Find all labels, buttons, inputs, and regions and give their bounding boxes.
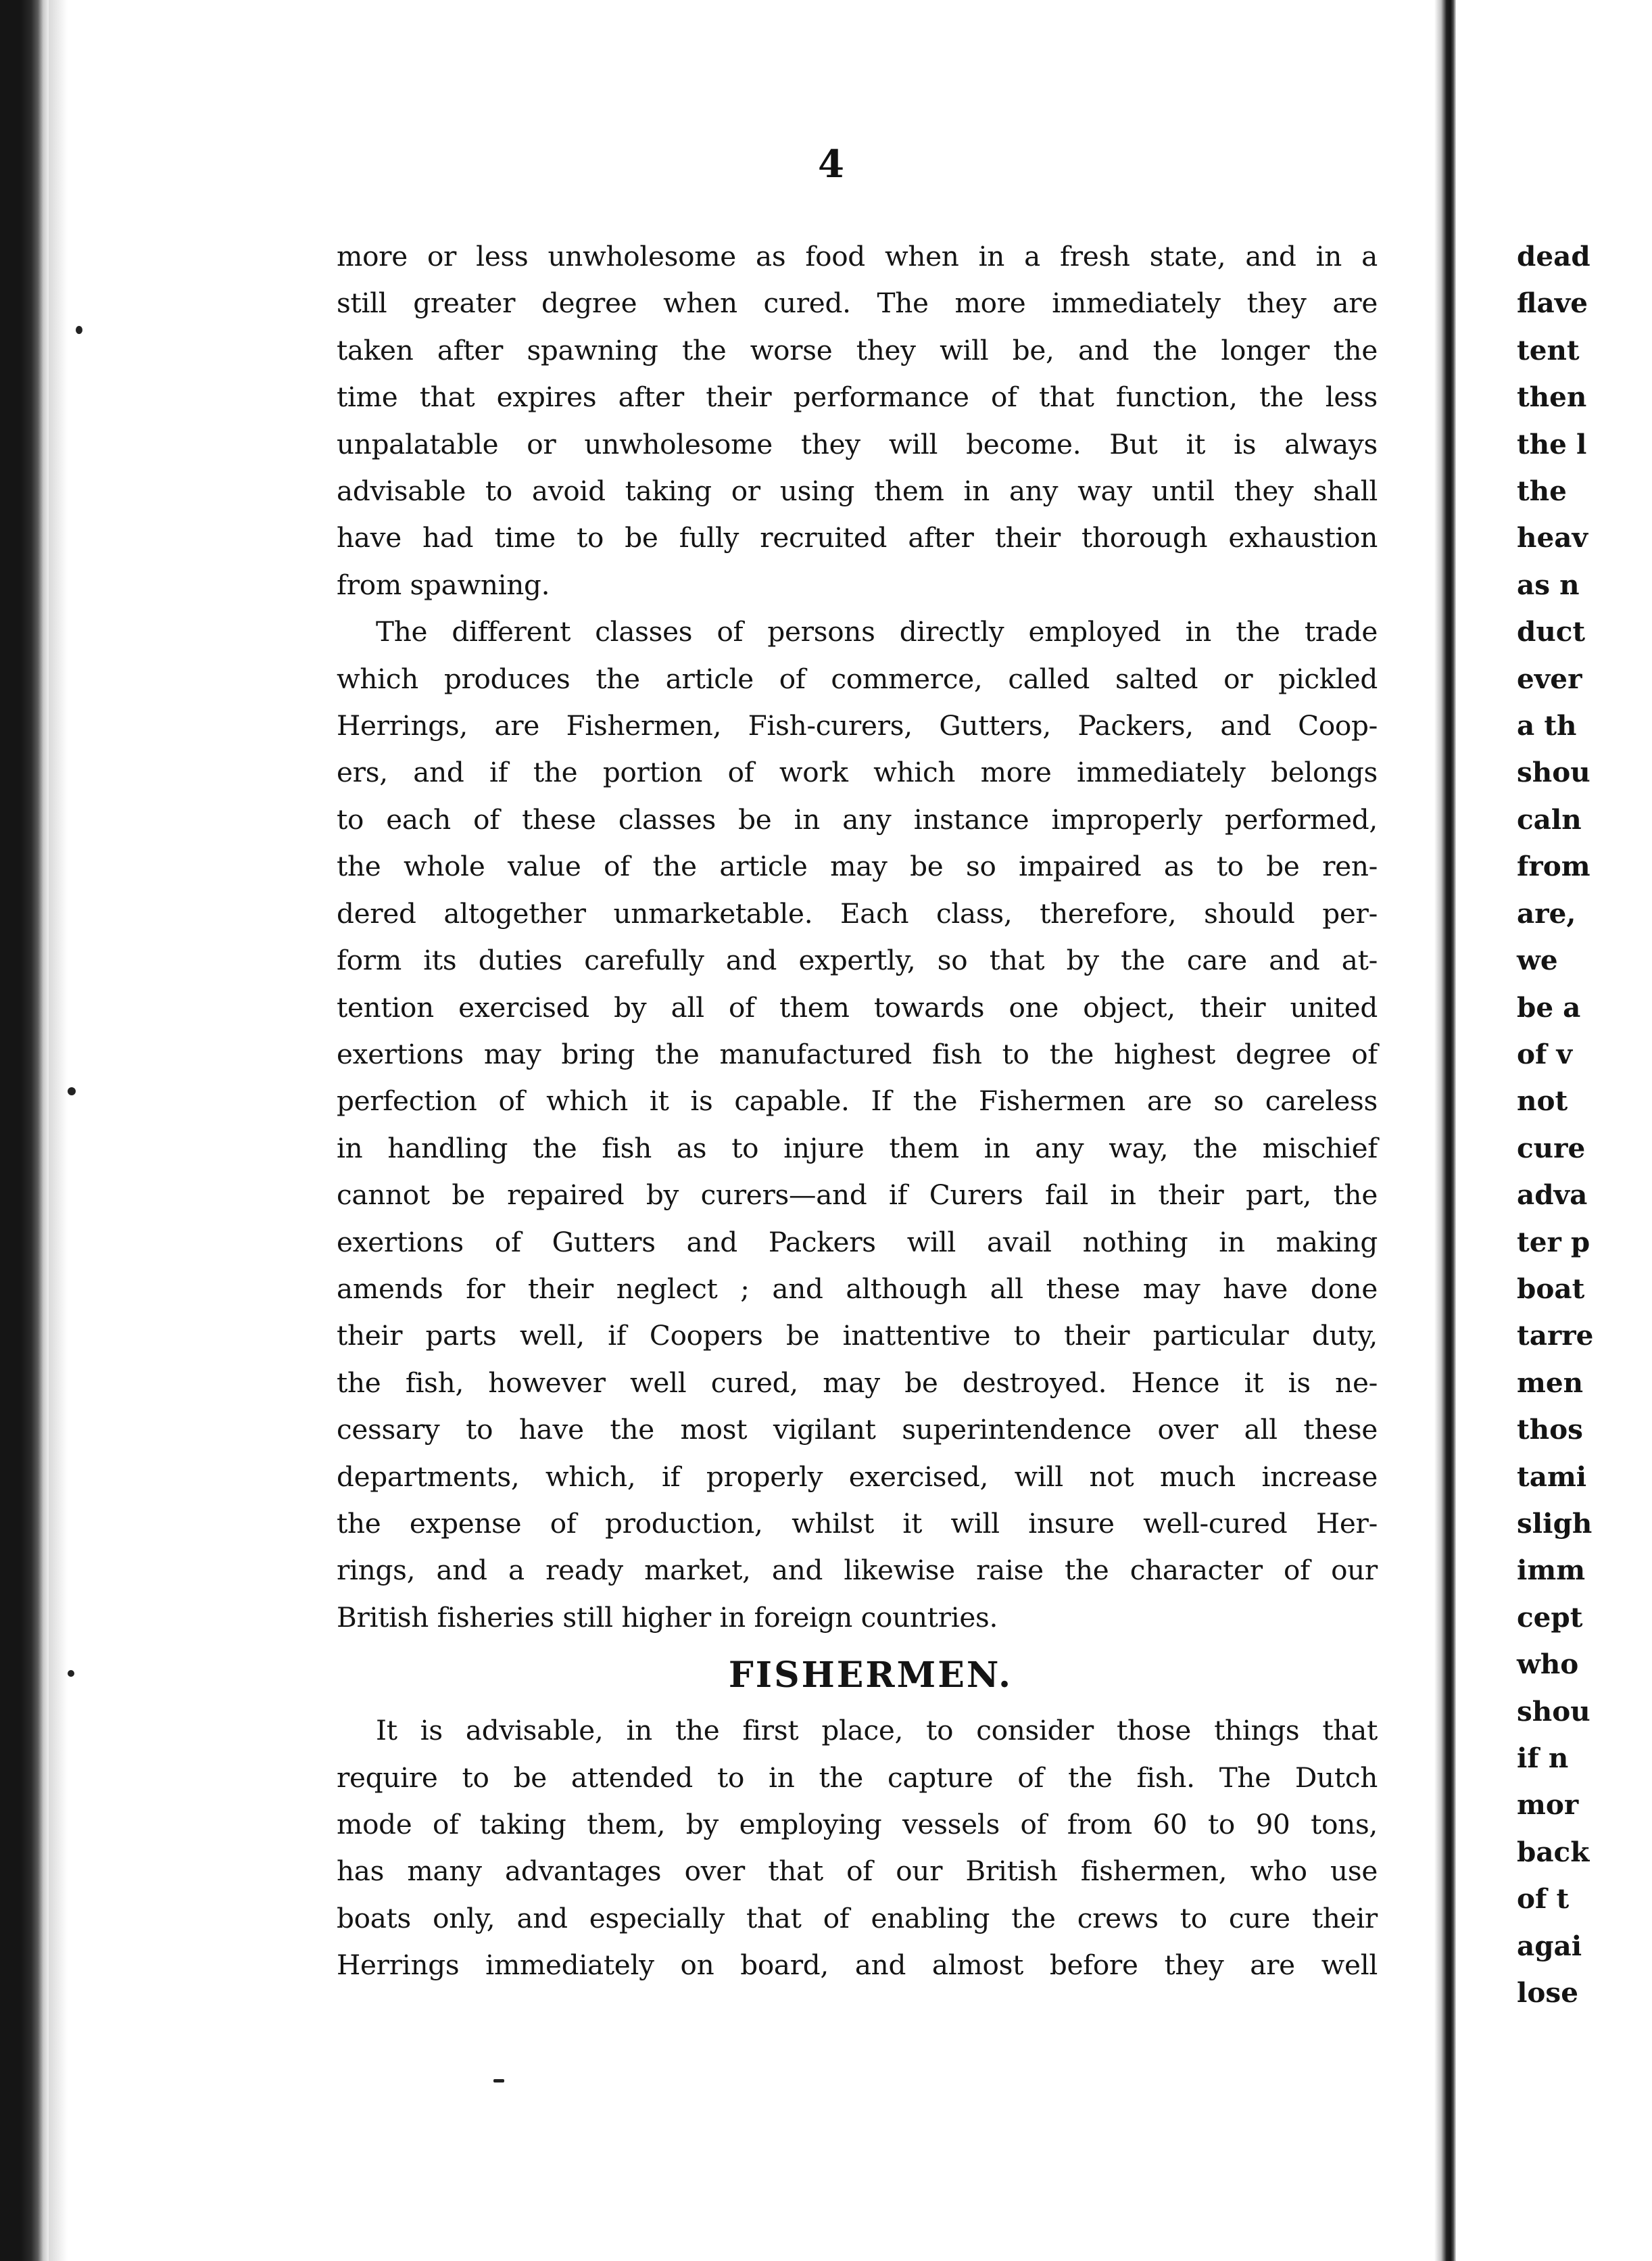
facing-page-fragment: are, <box>1517 897 1576 930</box>
text-line: in handling the fish as to injure them in any way, the mischief <box>337 1131 1378 1164</box>
facing-page-fragment: not <box>1517 1085 1568 1118</box>
text-line: unpalatable or unwholesome they will become. But it is always <box>337 427 1378 460</box>
facing-page-fragment: heav <box>1517 521 1588 554</box>
facing-page-fragment: tent <box>1517 333 1580 366</box>
facing-page-fragment: men <box>1517 1366 1584 1399</box>
facing-page-fragment: adva <box>1517 1179 1588 1212</box>
facing-page-fragment: of v <box>1517 1037 1573 1070</box>
text-line: require to be attended to in the capture of the fish. The Dutch <box>337 1761 1378 1794</box>
facing-page-fragment: lose <box>1517 1976 1578 2009</box>
facing-page-fragment: imm <box>1517 1554 1586 1587</box>
facing-page-fragment: shou <box>1517 1694 1590 1728</box>
facing-page-fragment: tami <box>1517 1460 1587 1493</box>
facing-page-fragment: we <box>1517 944 1558 977</box>
facing-page-fragment: thos <box>1517 1413 1583 1446</box>
body-text <box>337 233 1378 1989</box>
scan-speck <box>76 326 82 334</box>
scan-speck <box>68 1670 74 1677</box>
text-line: departments, which, if properly exercised, will not much increase <box>337 1460 1378 1493</box>
facing-page-fragment: cept <box>1517 1600 1583 1634</box>
facing-page-fragment: a th <box>1517 709 1577 742</box>
text-line: has many advantages over that of our British fishermen, who use <box>337 1855 1378 1888</box>
facing-page-fragment: who <box>1517 1648 1579 1681</box>
facing-page-fragment: boat <box>1517 1272 1585 1305</box>
text-line: exertions of Gutters and Packers will avail nothing in making <box>337 1225 1378 1258</box>
text-line: taken after spawning the worse they will be, and the longer the <box>337 333 1378 366</box>
paragraph-start-line: It is advisable, in the first place, to consider those things that <box>376 1714 1378 1747</box>
facing-page-fragment: caln <box>1517 803 1582 836</box>
facing-page-fragment: of t <box>1517 1882 1570 1915</box>
facing-page-fragment: shou <box>1517 756 1590 789</box>
text-line: which produces the article of commerce, called salted or pickled <box>337 662 1378 695</box>
facing-page-fragment: duct <box>1517 615 1586 648</box>
section-heading: FISHERMEN. <box>728 1655 1013 1696</box>
facing-page-fragment: then <box>1517 381 1587 414</box>
text-line: ers, and if the portion of work which more immediately belongs <box>337 756 1378 789</box>
page-number: 4 <box>818 142 844 187</box>
text-line: mode of taking them, by employing vessels of from 60 to 90 tons, <box>337 1808 1378 1840</box>
facing-page-fragment: flave <box>1517 287 1588 320</box>
facing-page-fragment: tarre <box>1517 1319 1594 1352</box>
text-line: British fisheries still higher in foreign countries. <box>337 1600 998 1634</box>
scan-speck <box>493 2079 504 2082</box>
text-line: Herrings immediately on board, and almost before they are well <box>337 1949 1378 1982</box>
text-line: advisable to avoid taking or using them in any way until they shall <box>337 475 1378 508</box>
facing-page-fragment: sligh <box>1517 1506 1593 1540</box>
facing-page-fragment: ever <box>1517 662 1582 695</box>
facing-page-fragment: dead <box>1517 240 1590 272</box>
text-line: cannot be repaired by curers—and if Curers fail in their part, the <box>337 1179 1378 1212</box>
facing-page-fragment: be a <box>1517 991 1581 1024</box>
text-line: time that expires after their performance of that function, the less <box>337 381 1378 414</box>
text-line: form its duties carefully and expertly, so that by the care and at- <box>337 944 1378 977</box>
text-line: dered altogether unmarketable. Each class, therefore, should per- <box>337 897 1378 930</box>
text-line: cessary to have the most vigilant superintendence over all these <box>337 1413 1378 1446</box>
text-line: their parts well, if Coopers be inattentive to their particular duty, <box>337 1319 1378 1352</box>
text-line: exertions may bring the manufactured fish to the highest degree of <box>337 1037 1378 1070</box>
facing-page-fragment: the <box>1517 475 1567 508</box>
text-line: have had time to be fully recruited after their thorough exhaustion <box>337 521 1378 554</box>
facing-page-fragment: if n <box>1517 1742 1569 1774</box>
facing-page-fragment: from <box>1517 850 1590 883</box>
facing-page-fragment: the l <box>1517 427 1587 460</box>
facing-page-fragment: mor <box>1517 1788 1579 1822</box>
scan-speck <box>68 1087 76 1095</box>
text-line: the whole value of the article may be so impaired as to be ren- <box>337 850 1378 883</box>
text-line: more or less unwholesome as food when in a fresh state, and in a <box>337 240 1378 272</box>
facing-page-fragment: agai <box>1517 1929 1582 1962</box>
text-line: to each of these classes be in any instance improperly performed, <box>337 803 1378 836</box>
facing-page-fragment: as n <box>1517 568 1580 601</box>
text-line: the fish, however well cured, may be destroyed. Hence it is ne- <box>337 1366 1378 1399</box>
text-line: tention exercised by all of them towards one object, their united <box>337 991 1378 1024</box>
facing-page-fragment: back <box>1517 1835 1590 1868</box>
text-line: the expense of production, whilst it will insure well-cured Her- <box>337 1506 1378 1540</box>
paragraph-start-line: The different classes of persons directly employed in the trade <box>376 615 1378 648</box>
text-line: rings, and a ready market, and likewise raise the character of our <box>337 1554 1378 1587</box>
book-gutter <box>1434 0 1456 2261</box>
text-line: boats only, and especially that of enabling the crews to cure their <box>337 1901 1378 1934</box>
facing-page-fragment: cure <box>1517 1131 1586 1164</box>
facing-page-fragment: ter p <box>1517 1225 1590 1258</box>
text-line: Herrings, are Fishermen, Fish-curers, Gutters, Packers, and Coop- <box>337 709 1378 742</box>
text-line: amends for their neglect ; and although all these may have done <box>337 1272 1378 1305</box>
scanner-edge-left <box>0 0 49 2261</box>
text-line: from spawning. <box>337 568 550 601</box>
facing-page-text-fragments <box>1517 233 1652 2016</box>
text-line: perfection of which it is capable. If the Fishermen are so careless <box>337 1085 1378 1118</box>
text-line: still greater degree when cured. The more immediately they are <box>337 287 1378 320</box>
